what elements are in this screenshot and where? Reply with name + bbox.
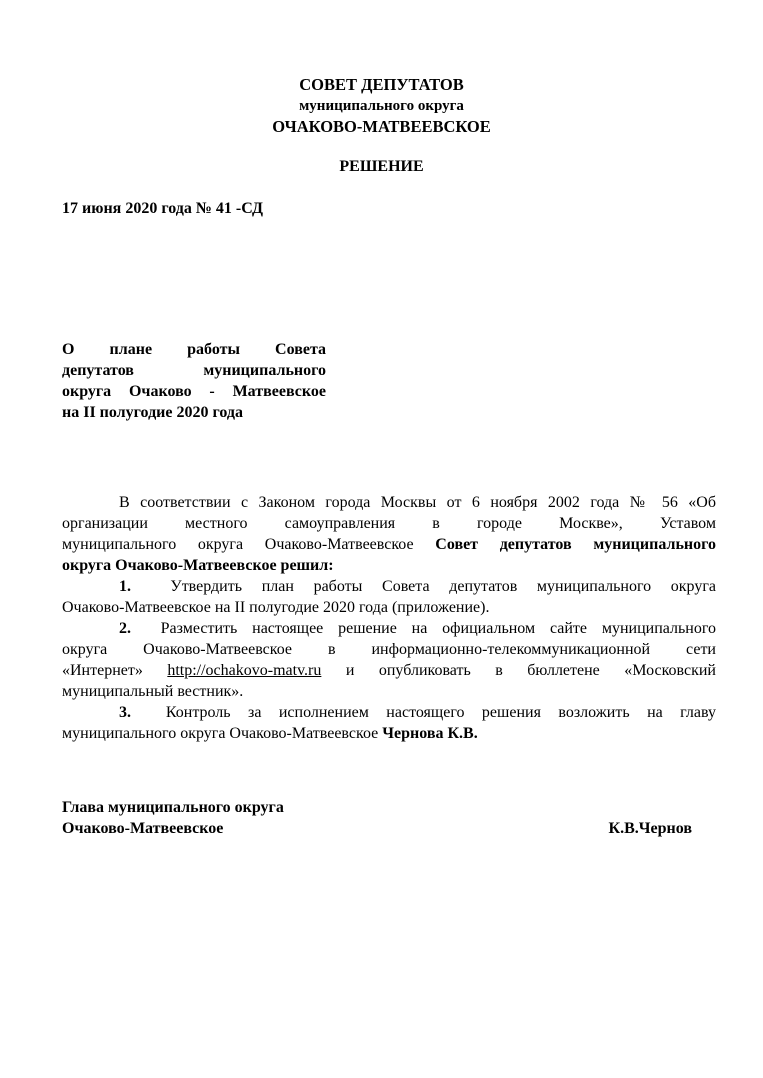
preamble-text: муниципального округа Очаково-Матвеевское [62,536,436,553]
item-2-text: «Интернет» [62,662,168,679]
council-title: СОВЕТ ДЕПУТАТОВ [299,75,464,94]
item-2-line: муниципальный вестник». [62,683,244,700]
subject-line: округа Очаково - Матвеевское [62,383,326,400]
decision-date-number: 17 июня 2020 года № 41 -СД [62,200,263,217]
item-1-number: 1. [119,578,131,595]
website-link[interactable]: http://ochakovo-matv.ru [167,662,322,679]
decision-body [62,492,716,744]
item-3-number: 3. [119,704,131,721]
item-1-line: Очаково-Матвеевское на II полугодие 2020 года (приложение). [62,599,490,616]
signatory-row [62,818,692,839]
signature-block [62,797,692,839]
signatory-title: Глава муниципального округа [62,799,284,816]
item-3-text: муниципального округа Очаково-Матвеевское [62,725,383,742]
preamble-bold-line: округа Очаково-Матвеевское решил: [62,557,334,574]
document-type: РЕШЕНИЕ [339,158,424,175]
item-2-number: 2. [119,620,131,637]
item-3-line [62,723,716,744]
item-2-line: округа Очаково-Матвеевское в информационно-телекоммуникационной сети [62,641,716,658]
subject-line: на II полугодие 2020 года [62,404,243,421]
preamble-line: В соответствии с Законом города Москвы от 6 ноября 2002 года № 56 «Об [119,494,716,511]
signatory-district: Очаково-Матвеевское [62,820,224,837]
item-2-line [62,660,716,681]
item-3-line [62,702,716,723]
item-1-text: Утвердить план работы Совета депутатов муниципального округа [170,578,717,595]
subject-line: депутатов муниципального [62,362,326,379]
signatory-name: К.В.Чернов [608,820,692,837]
subject-line: О плане работы Совета [62,341,326,358]
preamble-line: организации местного самоуправления в городе Москве», Уставом [62,515,716,532]
council-subtitle: муниципального округа [299,98,464,114]
preamble-line [62,534,716,555]
item-2-line [62,618,716,639]
preamble-bold-text: Совет депутатов муниципального [435,536,716,553]
item-3-text: Контроль за исполнением настоящего решения возложить на главу [165,704,717,721]
item-1-line [62,576,716,597]
item-2-text: Разместить настоящее решение на официальном сайте муниципального [160,620,717,637]
responsible-person: Чернова К.В. [382,725,478,742]
item-2-text: и опубликовать в бюллетене «Московский [321,662,716,679]
district-name: ОЧАКОВО-МАТВЕЕВСКОЕ [272,117,491,136]
decision-subject [62,339,326,423]
